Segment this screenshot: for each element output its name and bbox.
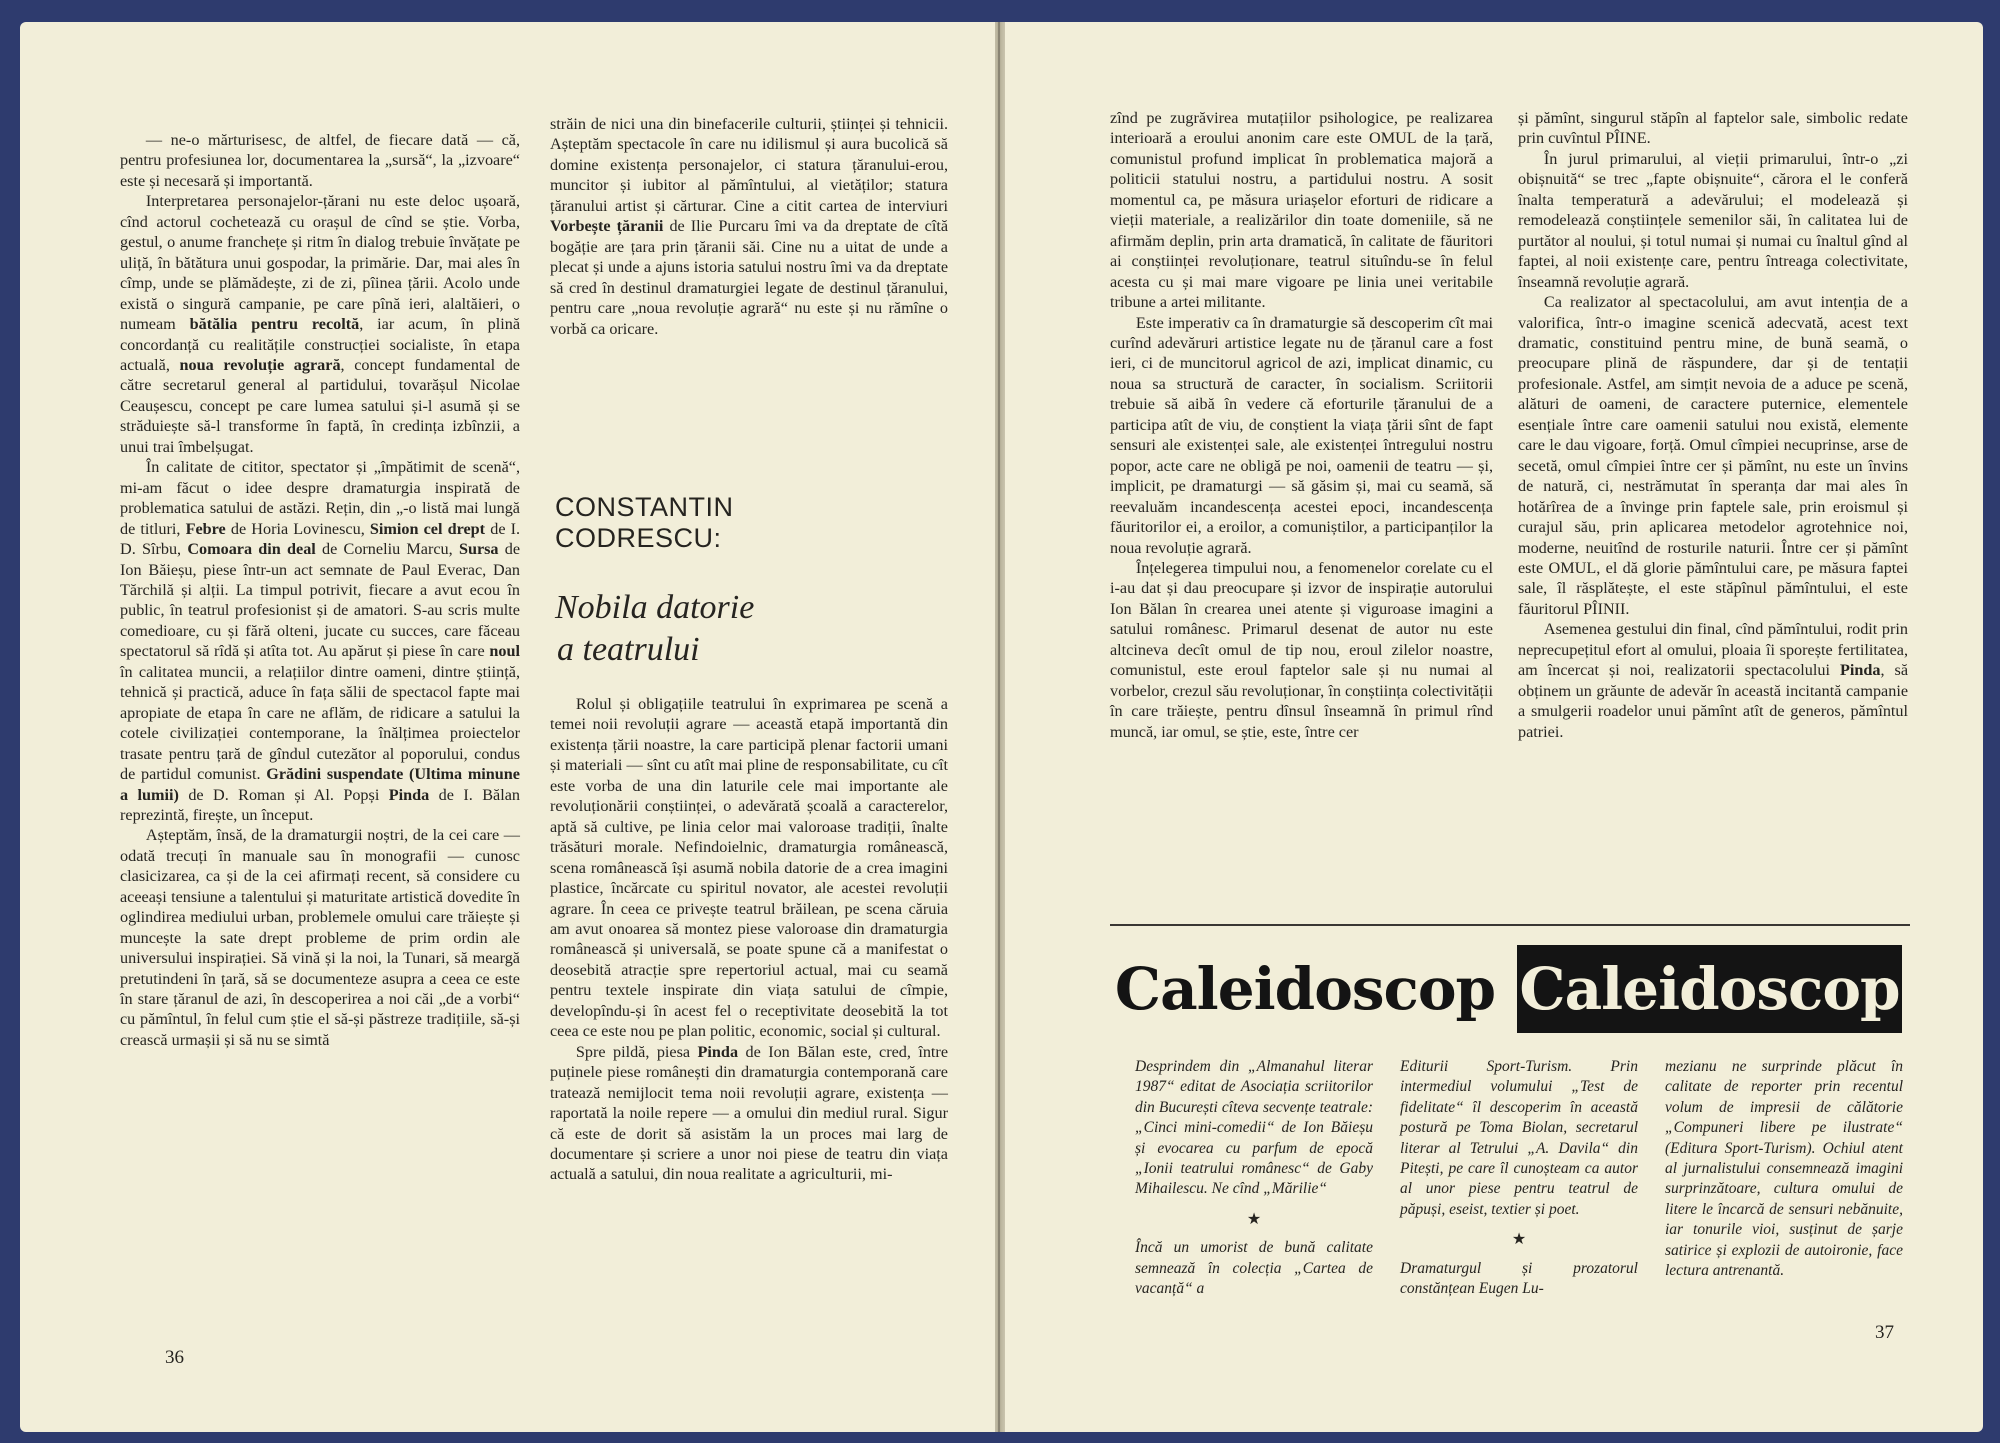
paragraph: Ca realizator al spectacolului, am avut intenția de a valorifica, într-o imagine scenică adecvată, acest text dramatic, constituind pentru mine, de bună seamă, o preocupare plină de răspundere, dar și de tentații profesionale. Astfel, am simțit nevoia de a aduce pe scenă, alături de oameni, de caractere puternice, elementele esențiale între care oamenii satului nou există, elemente care le dau vigoare, forță. Omul cîmpiei necuprinse, arse de secetă, omul cîmpiei între cer și pămînt, nu este un învins de natură, ci, nestrămutat în speranța dar mai ales în hotărîrea de a învinge prin faptele sale, prin eroismul și curajul său, prin aplicarea metodelor agrotehnice noi, moderne, neuitînd de rosturile naturii. Între cer și pămînt este OMUL, el dă glorie pămîntului care, pe măsura faptei sale, îl răsplătește, el este stăpînul pămîntului, el este făuritorul PÎINII. — [1518, 293, 1908, 618]
right-column-1 — [1110, 108, 1493, 742]
star-icon: ★ — [1246, 1210, 1262, 1228]
left-column-1 — [120, 130, 520, 1050]
page-number: 37 — [1875, 1322, 1894, 1343]
paragraph: Înțelegerea timpului nou, a fenomenelor corelate cu el i-au dat și dau preocupare și izvor de inspirație autorului Ion Bălan în crearea unei atente și viguroase imagini a satului românesc. Primarul desenat de autor nu este altcineva decît omul de tip nou, eroul zilelor noastre, comunistul, este eroul faptelor sale și nu numai al vorbelor, crezul său revoluționar, în conștiința colectivității în care trăiește, pentru dînsul înseamnă în primul rînd muncă, iar omul, se știe, este, între cer — [1110, 558, 1493, 741]
paragraph: Interpretarea personajelor-țărani nu este deloc ușoară, cînd actorul cochetează cu orașul de cînd se știe. Vorba, gestul, o anume franchețe și ritm în dialog trebuie învățate pe uliță, în bătătura unui gospodar, la primărie. Dar, mai ales în cîmp, unde se plămădește, zi de zi, pîinea țării. Acolo unde există o singură campanie, pe care pînă ieri, alaltăieri, o numeam bătălia pentru recoltă, iar acum, în plină concordanță cu realitățile construcției socialiste, în etapa actuală, noua revoluție agrară, concept fundamental de către secretarul general al partidului, tovarășul Nicolae Ceaușescu, concept pe care lumea satului și-l asumă și se străduiește să-l transforme în faptă, în credința izbînzii, a unui trai îmbelșugat. — [120, 192, 521, 456]
left-page — [20, 22, 995, 1432]
paragraph: Asemenea gestului din final, cînd pămîntului, rodit prin neprecupețitul efort al omului, ploaia îi sporește fertilitatea, am încercat și noi, realizatorii spectacolului Pinda, să obținem un grăunte de adevăr în această incitantă campanie a smulgerii roadelor unui pămînt atît de generos, pămîntul patriei. — [1518, 620, 1909, 741]
article-title: Nobila datorie a teatrului — [555, 589, 755, 668]
right-page — [1005, 22, 1983, 1432]
paragraph: străin de nici una din binefacerile culturii, științei și tehnicii. Așteptăm spectacole în care nu idilismul și aura bucolică să domine existența personajelor, ci statura țăranului-erou, muncitor și iubitor al pămîntului, al vietăților; statura țăranului artist și cărturar. Cine a citit cartea de interviuri Vorbește țăranii de Ilie Purcaru îmi va da dreptate de cîtă bogăție are țara prin țăranii săi. Cine nu a uitat de unde a plecat și unde a ajuns istoria satului nostru îmi va da dreptate să cred în destinul dramaturgiei legate de destinul țăranului, pentru care „noua revoluție agrară“ nu este și nu rămîne o vorbă ca oricare. — [550, 115, 949, 338]
section-divider — [1110, 924, 1910, 926]
paragraph: Așteptăm, însă, de la dramaturgii noștri, de la cei care — odată trecuți în manuale sau în monografii — cunosc clasicizarea, ca și de la cei afirmați recent, să considere cu aceeași tensiune a talentului și maturitate artistică dovedite în oglindirea mediului urban, problemele omului care trăiește și muncește la sate drept probleme de prim ordin ale universului inspirației. Să vină și la noi, la Tunari, să meargă pretutindeni în țară, să se documenteze asupra a ceea ce este în stare țăranul de azi, în descoperirea a noi căi „de a vorbi“ cu pămîntul, în felul cum știe el să-și păstreze tradițiile, să-și crească urmașii și să nu se simtă — [120, 826, 520, 1049]
page-number: 36 — [165, 1347, 184, 1368]
paragraph: Rolul și obligațiile teatrului în exprimarea pe scenă a temei noii revoluții agrare — această etapă importantă din existența țării noastre, la care participă plenar factorii umani și materiali — sînt cu atît mai pline de responsabilitate, cu cît este vorba de una din laturile cele mai importante ale revoluționării conștiinței, o adevărată școală a caracterelor, aptă să cultive, pe linia celor mai valoroase tradiții, înalte trăsături morale. Nefindoielnic, dramaturgia românească, scena românească își asumă nobila datorie de a crea imagini plastice, încărcate cu spiritul novator, ale acestei revoluții agrare. În ceea ce privește teatrul brăilean, pe scena căruia am avut onoarea să montez piese valoroase din dramaturgia românească și universală, se poate spune că a manifestat o deosebită atracție spre repertoriul actual, mai cu seamă pentru textele inspirate din viața satului de cîmpie, developîndu-și în acest fel o receptivitate deosebită la tot ceea ce este nou pe plan politic, economic, social și cultural. — [550, 695, 948, 1041]
kaleidoscop-column-1: Desprindem din „Almanahul literar 1987“ editat de Asociația scriitorilor din București cîteva secvențe teatrale: „Cinci mini-comedii“ de Ion Băieșu și evocarea cu parfum de epocă „Ionii teatrului românesc“ de Gaby Mihailescu. Ne cînd „Mărilie“ ★ Încă un umorist de bună calitate semnează în colecția „Cartea de vacanță“ a — [1135, 1058, 1373, 1298]
paragraph: Este imperativ ca în dramaturgie să descoperim cît mai curînd adevăruri artistice legate nu de țăranul care a fost ieri, ci de muncitorul agricol de azi, implicat dinamic, cu noua sa structură de caracter, în socialism. Scriitorii trebuie să aibă în vedere că eforturile țăranului de a participa atît de viu, de conștient la viața țării sînt de fapt sensuri ale existenței sale, ale existenței întregului nostru popor, acte care ne obligă pe noi, oamenii de teatru — și, implicit, pe dramaturgi — să găsim și, mai cu seamă, să reevaluăm incandescența acestei epoci, incandescența făuritorilor ei, a eroilor, a comuniștilor, a participanților la noua revoluție agrară. — [1110, 313, 1493, 557]
kaleidoscop-column-3: mezianu ne surprinde plăcut în calitate de reporter prin recentul volum de impresii de călătorie „Compuneri libere pe ilustrate“ (Editura Sport-Turism). Ochiul atent al jurnalistului consemnează imagini surprinzătoare, cultura omului de litere le încarcă de sensuri nebănuite, iar tonurile vioi, susținut de șarje satirice și explozii de autoironie, face lectura antrenantă. — [1665, 1058, 1903, 1280]
article-author: CONSTANTIN CODRESCU: — [555, 492, 734, 553]
paragraph: Spre pildă, piesa Pinda de Ion Bălan este, cred, între puținele piese românești din dramaturgia contemporană care tratează nemijlocit tema noii revoluții agrare, existența — raportată la noile repere — a omului din mediul rural. Sigur că este de dorit să asistăm la un proces mai larg de documentare și scriere a unor noi piese de teatru din viața actuală a satului, din noua realitate a agriculturii, mi- — [550, 1042, 949, 1184]
right-column-2 — [1518, 108, 1908, 742]
paragraph: — ne-o mărturisesc, de altfel, de fiecare dată — că, pentru profesiunea lor, documentarea la „sursă“, la „izvoare“ este și necesară și importantă. — [120, 131, 520, 190]
star-icon: ★ — [1511, 1231, 1527, 1249]
paragraph: În calitate de cititor, spectator și „împătimit de scenă“, mi-am făcut o idee despre dramaturgia inspirată de problematica satului de astăzi. Rețin, din „-o listă mai lungă de titluri, Febre de Horia Lovinescu, Simion cel drept de I. D. Sîrbu, Comoara din deal de Corneliu Marcu, Sursa de Ion Băieșu, piese într-un act semnate de Paul Everac, Dan Tărchilă și alții. La timpul potrivit, fiecare a avut ecou în public, în teatrul profesionist și de amatori. S-au scris multe comedioare, cu și fără olteni, jucate cu succes, care făceau spectatorul să rîdă și atîta tot. Au apărut și piese în care noul în calitatea muncii, a relațiilor dintre oameni, dintre știință, tehnică și practică, aduce în fața sălii de spectacol fapte mai apropiate de etapa în care ne aflăm, de ridicare a satului la cotele civilizației contemporane, la înălțimea proiectelor trasate pentru țară de gîndul cutezător al poporului, condus de partidul comunist. Grădini suspendate (Ultima minune a lumii) de D. Roman și Al. Popși Pinda de I. Bălan reprezintă, firește, un început. — [120, 458, 521, 824]
kaleidoscop-logo-left: Caleidoscop — [1114, 955, 1496, 1023]
kaleidoscop-column-2: Editurii Sport-Turism. Prin intermediul volumului „Test de fidelitate“ îl descoperim în această postură pe Toma Biolan, secretarul literar al Tetrului „A. Davila“ din Pitești, pe care îl cunoșteam ca autor al unor piese pentru teatrul de păpuși, eseist, textier și poet. ★ Dramaturgul și prozatorul constănțean Eugen Lu- — [1400, 1058, 1638, 1298]
paragraph: În jurul primarului, al vieții primarului, într-o „zi obișnuită“ se trec „fapte obișnuite“, cărora el le conferă înalta temperatură a adevărului; el modelează și remodelează conștiințele semenilor săi, în calitatea lui de purtător al noului, și totul numai și numai cu înaltul gînd al faptei, al noii existențe care, pentru întreaga colectivitate, înseamnă revoluție agrară. — [1518, 149, 1908, 291]
paragraph: zînd pe zugrăvirea mutațiilor psihologice, pe realizarea interioară a eroului anonim care este OMUL de la țară, comunistul profund implicat în problematica majoră a politicii statului nostru, a partidului nostru. A sosit momentul ca, pe măsura uriașelor eforturi de ridicare a vieții materiale, a realizărilor din toate domeniile, să ne afirmăm deplin, prin arta dramatică, în calitate de făuritori ai conștiinței revoluționare, teatrul situîndu-se în felul acesta cu și mai mare vigoare pe linia unei veritabile tribune a artei militante. — [1110, 109, 1493, 312]
paragraph: și pămînt, singurul stăpîn al faptelor sale, simbolic redate prin cuvîntul PÎINE. — [1518, 109, 1908, 148]
left-column-2-body — [550, 694, 948, 1185]
kaleidoscop-logo-right: Caleidoscop — [1517, 945, 1902, 1033]
left-column-2-top — [550, 114, 948, 339]
